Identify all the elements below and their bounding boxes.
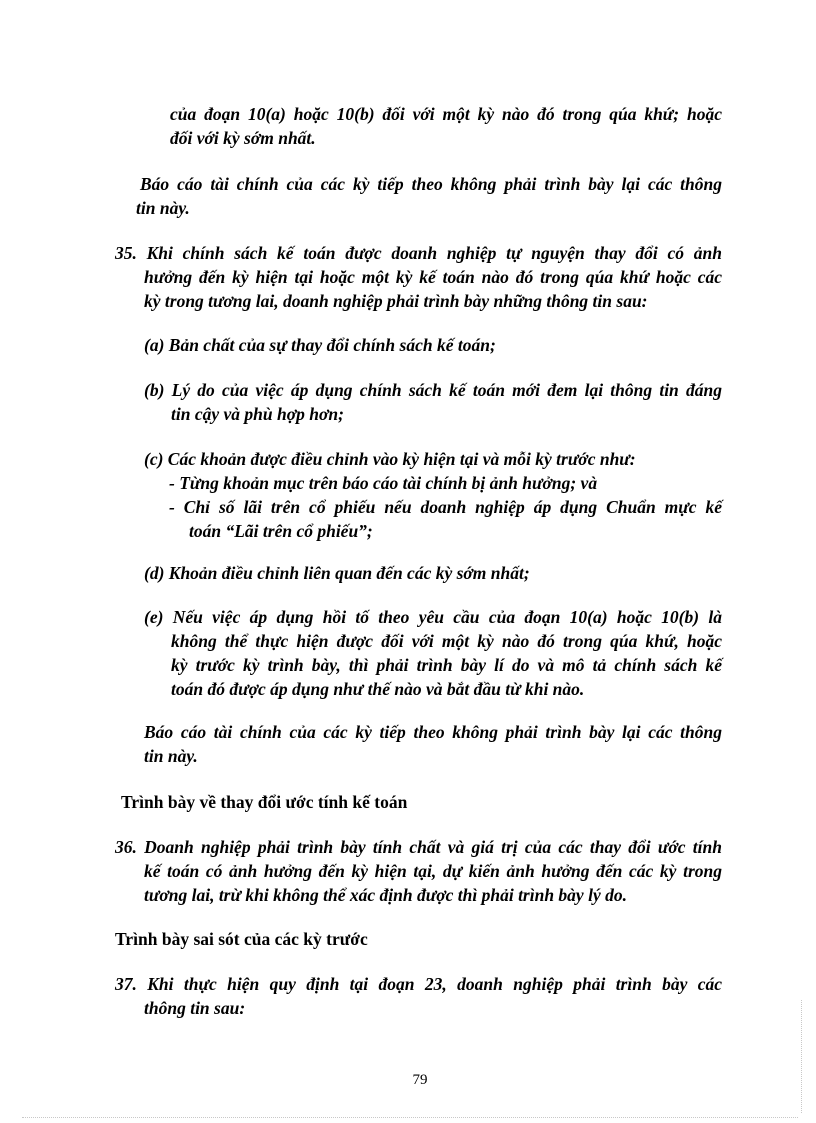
text-line: 35. Khi chính sách kế toán được doanh nghiệp tự nguyện thay đổi có ảnh [115, 243, 722, 263]
section-heading: Trình bày về thay đổi ước tính kế toán [121, 792, 408, 812]
list-item-b [144, 378, 722, 426]
text-line: toán đó được áp dụng như thế nào và bắt đầu từ khi nào. [171, 679, 585, 699]
text-line: (c) Các khoản được điều chỉnh vào kỳ hiện tại và mỗi kỳ trước như: [144, 449, 636, 469]
text-line: tương lai, trừ khi không thể xác định được thì phải trình bày lý do. [144, 885, 627, 905]
text-line: 36. Doanh nghiệp phải trình bày tính chất và giá trị của các thay đổi ước tính [115, 837, 722, 857]
text-line: hưởng đến kỳ hiện tại hoặc một kỳ kế toán nào đó trong qúa khứ hoặc các [144, 267, 722, 287]
page-border-right [801, 1000, 802, 1113]
text-line: (a) Bản chất của sự thay đổi chính sách kế toán; [144, 335, 496, 355]
text-line: Báo cáo tài chính của các kỳ tiếp theo không phải trình bày lại các thông [144, 722, 722, 742]
page-border-bottom [22, 1117, 798, 1118]
text-line: kỳ trước kỳ trình bày, thì phải trình bày lí do và mô tả chính sách kế [171, 655, 722, 675]
text-line: (e) Nếu việc áp dụng hồi tố theo yêu cầu của đoạn 10(a) hoặc 10(b) là [144, 607, 722, 627]
text-line: tin này. [144, 746, 198, 766]
text-line: Báo cáo tài chính của các kỳ tiếp theo không phải trình bày lại các thông [140, 174, 722, 194]
list-item-e [144, 605, 722, 701]
text-line: (b) Lý do của việc áp dụng chính sách kế toán mới đem lại thông tin đáng [144, 380, 722, 400]
text-line: - Chỉ số lãi trên cổ phiếu nếu doanh nghiệp áp dụng Chuẩn mực kế [169, 497, 722, 517]
text-line: (d) Khoản điều chỉnh liên quan đến các kỳ sớm nhất; [144, 563, 530, 583]
text-line: 37. Khi thực hiện quy định tại đoạn 23, doanh nghiệp phải trình bày các [115, 974, 722, 994]
text-line: tin cậy và phù hợp hơn; [171, 404, 344, 424]
list-item-c [144, 447, 722, 543]
paragraph-note [136, 172, 722, 220]
paragraph-continuation [170, 102, 722, 150]
text-line: kế toán có ảnh hưởng đến kỳ hiện tại, dự kiến ảnh hưởng đến các kỳ trong [144, 861, 722, 881]
text-line: kỳ trong tương lai, doanh nghiệp phải trình bày những thông tin sau: [144, 291, 648, 311]
paragraph-35 [115, 241, 722, 313]
list-item-a [144, 333, 722, 357]
page-number: 79 [412, 1072, 428, 1088]
paragraph-36 [115, 835, 722, 907]
section-heading: Trình bày sai sót của các kỳ trước [115, 929, 368, 949]
text-line: thông tin sau: [144, 998, 246, 1018]
paragraph-note [144, 720, 722, 768]
text-line: - Từng khoản mục trên báo cáo tài chính bị ảnh hưởng; và [169, 473, 598, 493]
text-line: đối với kỳ sớm nhất. [170, 128, 316, 148]
list-item-d [144, 561, 722, 585]
text-line: tin này. [136, 198, 190, 218]
text-line: không thể thực hiện được đối với một kỳ nào đó trong qúa khứ, hoặc [171, 631, 722, 651]
text-line: toán “Lãi trên cổ phiếu”; [189, 521, 373, 541]
text-line: của đoạn 10(a) hoặc 10(b) đối với một kỳ nào đó trong qúa khứ; hoặc [170, 104, 722, 124]
paragraph-37 [115, 972, 722, 1020]
